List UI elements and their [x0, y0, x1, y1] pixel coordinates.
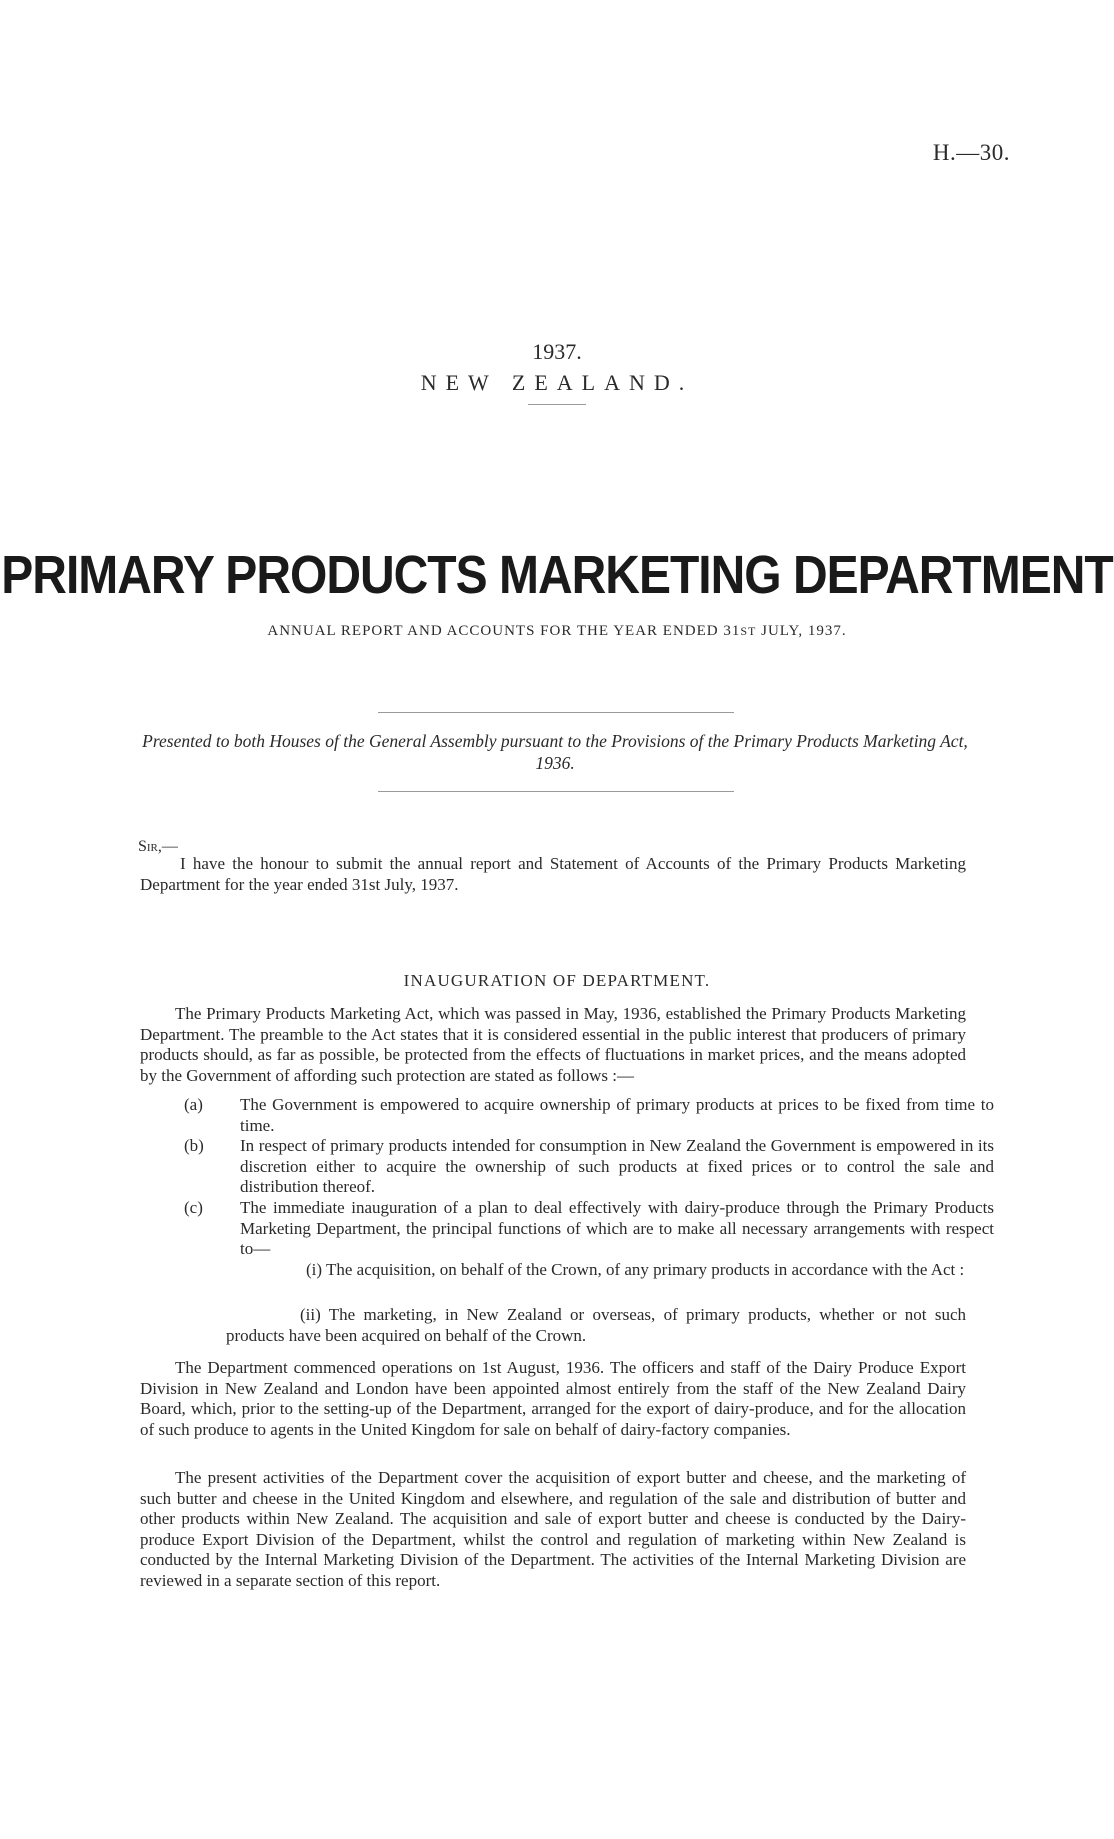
list-item-text: The Government is empowered to acquire ownership of primary products at prices to be fixed from time to time.	[240, 1095, 994, 1135]
paragraph: The Department commenced operations on 1st August, 1936. The officers and staff of the Dairy Produce Export Division in New Zealand and London have been appointed almost entirely from the staff of the New Zealand Dairy Board, which, prior to the setting-up of the Department, arranged for the export of dairy-produce, and for the allocation of such produce to agents in the United Kingdom for sale on behalf of dairy-factory companies.	[140, 1358, 966, 1439]
list-item	[184, 1198, 994, 1260]
sub-list-item-text: The marketing, in New Zealand or overseas, of primary products, whether or not such products have been acquired on behalf of the Crown.	[226, 1305, 966, 1345]
sub-list-item-label: (i)	[306, 1260, 323, 1279]
page-title: PRIMARY PRODUCTS MARKETING DEPARTMENT	[1, 545, 1113, 606]
subtitle-main: ANNUAL REPORT AND ACCOUNTS FOR THE YEAR ENDED 31	[267, 623, 741, 639]
paragraph: The present activities of the Department cover the acquisition of export butter and cheese, and the marketing of such butter and cheese in the United Kingdom and elsewhere, and regulation of the sale and distribution of butter and other products within New Zealand. The acquisition and sale of export butter and cheese is conducted by the Dairy-produce Export Division of the Department, whilst the control and regulation of marketing within New Zealand is conducted by the Internal Marketing Division of the Department. The activities of the Internal Marketing Division are reviewed in a separate section of this report.	[140, 1468, 966, 1590]
sub-list-item	[226, 1305, 966, 1346]
report-year: 1937.	[532, 339, 582, 364]
letter-salutation: Sir,—	[138, 838, 178, 855]
list-item-label: (b)	[184, 1136, 204, 1155]
divider-rule	[378, 791, 734, 792]
report-subtitle	[0, 623, 1114, 640]
letter-intro: I have the honour to submit the annual report and Statement of Accounts of the Primary Products Marketing Department for the year ended 31st July, 1937.	[140, 854, 966, 894]
section-heading: INAUGURATION OF DEPARTMENT.	[403, 971, 711, 990]
paragraph: The Primary Products Marketing Act, which was passed in May, 1936, established the Primary Products Marketing Department. The preamble to the Act states that it is considered essential in the public interest that producers of primary products should, as far as possible, be protected from the effects of fluctuations in market prices, and the means adopted by the Government of affording such protection are stated as follows :—	[140, 1004, 966, 1085]
list-item-text: The immediate inauguration of a plan to deal effectively with dairy-produce through the Primary Products Marketing Department, the principal functions of which are to make all necessary arrangements with respect to—	[240, 1198, 994, 1258]
subtitle-end: JULY, 1937.	[756, 623, 847, 639]
sub-list-item-label: (ii)	[300, 1305, 321, 1324]
document-number: H.—30.	[932, 140, 1010, 165]
country-heading: NEW ZEALAND.	[420, 370, 694, 395]
sub-list-item	[266, 1260, 966, 1281]
list-item	[184, 1136, 994, 1198]
sub-list-item-text: The acquisition, on behalf of the Crown, of any primary products in accordance with the Act :	[326, 1260, 965, 1279]
divider-rule	[378, 712, 734, 713]
list-item-label: (c)	[184, 1198, 203, 1217]
subtitle-ordinal: ST	[740, 624, 757, 638]
list-item	[184, 1095, 994, 1136]
list-item-label: (a)	[184, 1095, 203, 1114]
list-item-text: In respect of primary products intended for consumption in New Zealand the Government is empowered in its discretion either to acquire the ownership of such products at fixed prices or to control the sale and distribution thereof.	[240, 1136, 994, 1196]
presentation-note: Presented to both Houses of the General Assembly pursuant to the Provisions of the Primary Products Marketing Act, 1936.	[142, 731, 968, 773]
divider-rule	[528, 404, 586, 405]
